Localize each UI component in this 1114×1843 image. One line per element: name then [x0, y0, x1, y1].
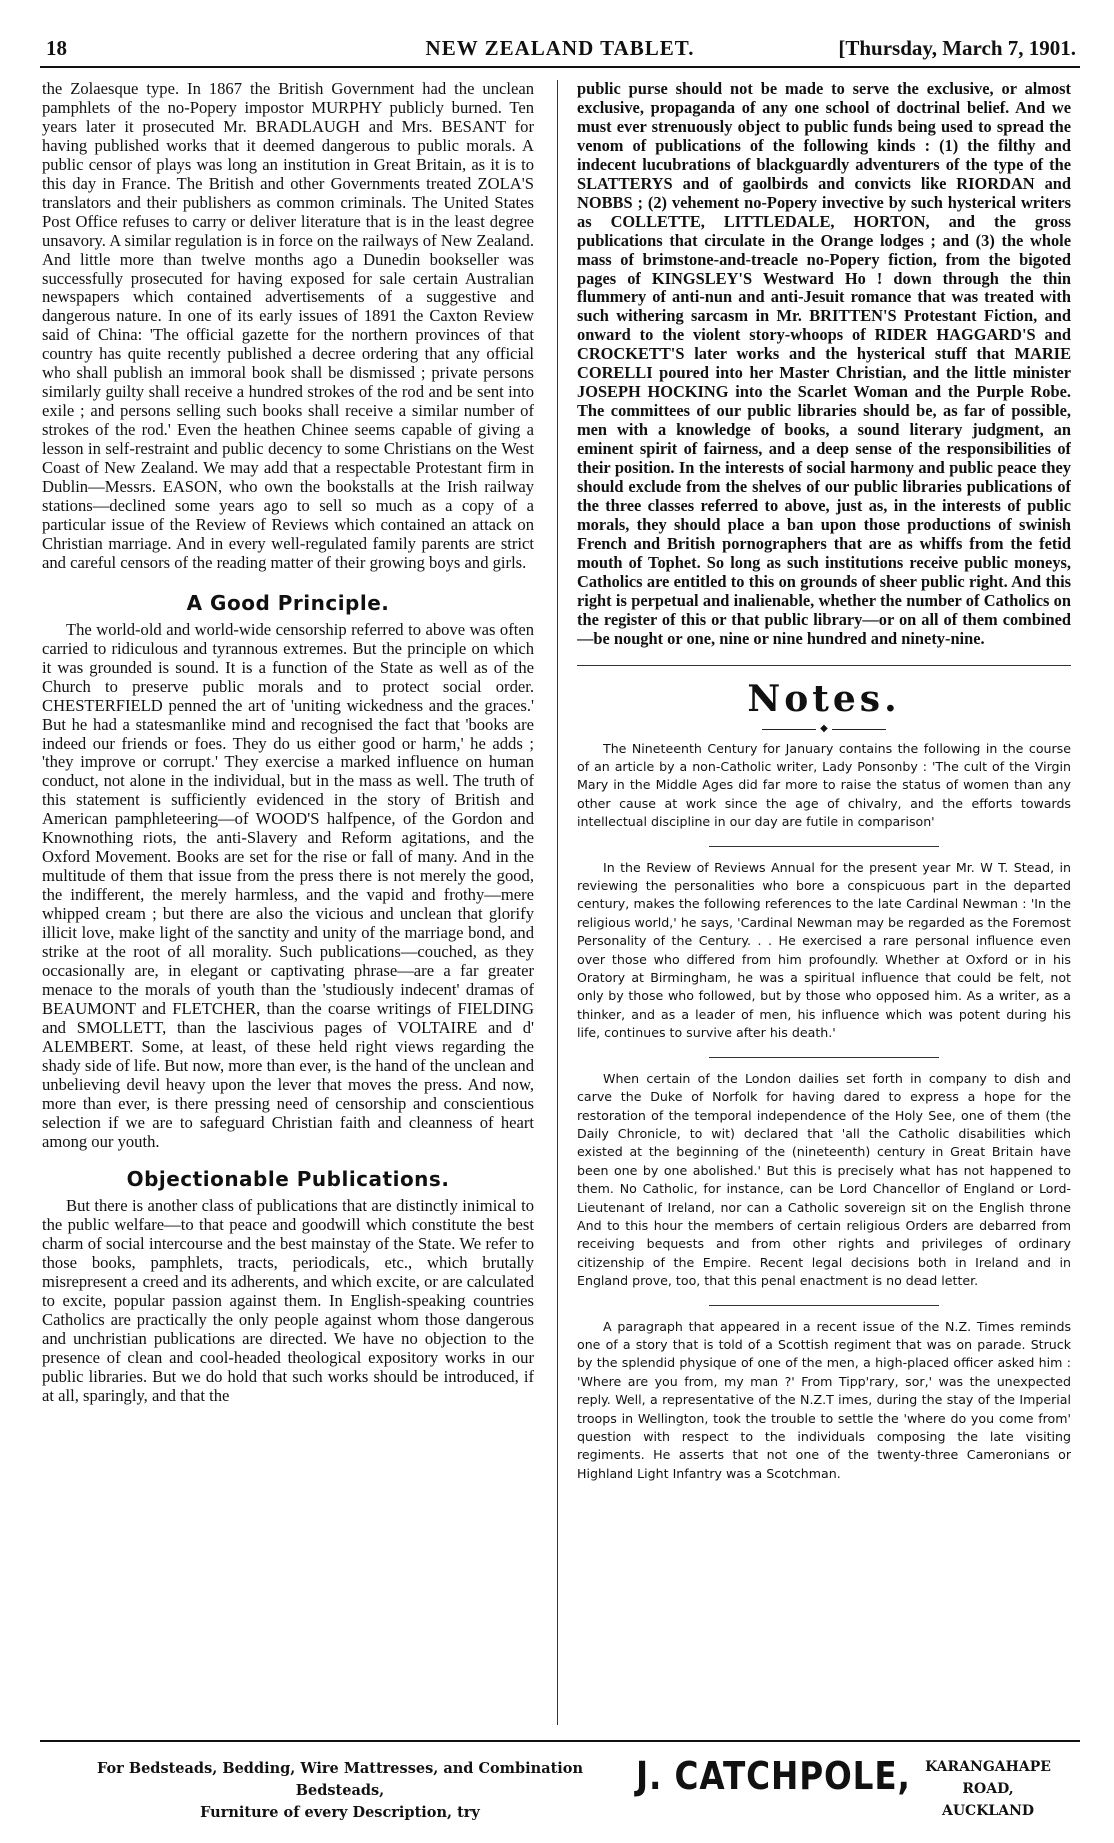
note-item: The Nineteenth Century for January contains the following in the course of an article by a non-Catholic writer, Lady Ponsonby : 'The cult of the Virgin Mary in the Middle Ages did far more to raise the status of women than any other cause at work since the age of chivalry, and the efforts towards intellectual discipline in our day are futile in comparison'	[577, 740, 1071, 830]
advertiser-name: J. CATCHPOLE,	[636, 1754, 911, 1798]
article-paragraph: But there is another class of publications that are distinctly inimical to the public welfare—to that peace and goodwill which constitute the best charm of social intercourse and the best mainstay of the State. We refer to those books, pamphlets, tracts, periodicals, etc., which brutally misrepresent a creed and its adherents, and which excite, or are calculated to excite, popular passion against them. In English-speaking countries Catholics are practically the only people against whom those dangerous and unchristian publications are directed. We have no objection to the presence of clean and cool-headed theological expository works in our public libraries. But we do hold that such works should be introduced, if at all, sparingly, and that the	[42, 1196, 534, 1405]
note-separator	[709, 846, 939, 847]
diamond-ornament-icon: ◆	[577, 724, 1071, 734]
note-separator	[709, 1057, 939, 1058]
notes-heading: Notes.	[747, 677, 901, 720]
footer-advertisement	[40, 1750, 1080, 1830]
note-item: When certain of the London dailies set forth in company to dish and carve the Duke of Norfolk for having dared to express a hope for the restoration of the temporal independence of the Holy See, one of them (the Daily Chronicle, to wit) declared that 'all the Catholic disabilities which existed at the beginning of the (nineteenth) century in Great Britain have been one by one abolished.' But this is precisely what has not happened to them. No Catholic, for instance, can be Lord Chancellor of England or Lord-Lieutenant of Ireland, nor can a Catholic sovereign sit on the English throne And to this hour the members of certain religious Orders are debarred from receiving bequests and from other rights and privileges of ordinary citizenship of the Empire. Recent legal decisions both in Ireland and in England prove, too, that this penal enactment is no dead letter.	[577, 1070, 1071, 1289]
page-number: 18	[46, 36, 67, 60]
issue-date: [Thursday, March 7, 1901.	[838, 36, 1076, 60]
note-item: A paragraph that appeared in a recent issue of the N.Z. Times reminds one of a story that is told of a Scottish regiment that was on parade. Struck by the splendid physique of one of the men, a high-placed officer asked him : 'Where are you from, my man ?' From Tipp'rary, sor,' was the unexpected reply. Well, a representative of the N.Z.T imes, during the stay of the Imperial troops in Wellington, took the trouble to settle the 'where do you come from' question with respect to the individuals composing the late visiting regiments. He asserts that not one of the twenty-three Cameronians or Highland Light Infantry was a Scotchman.	[577, 1318, 1071, 1481]
note-item: In the Review of Reviews Annual for the present year Mr. W T. Stead, in reviewing the personalities who bore a conspicuous part in the departed century, makes the following references to the late Cardinal Newman : 'In the religious world,' he says, 'Cardinal Newman may be regarded as the Foremost Personality of the Century. . . He exercised a rare personal influence even over those who differed from him profoundly. Whether at Oxford or in his Oratory at Birmingham, he was a spiritual influence that could be felt, not only by those who followed, but by those who opposed him. As a writer, as a thinker, and as a leader of men, his influence which was potent during his life, continues to survive after his death.'	[577, 859, 1071, 1041]
article-paragraph: public purse should not be made to serve the exclusive, or almost exclusive, propaganda of any one school of doctrinal belief. And we must ever strenuously object to public funds being used to spread the venom of publications of the following kinds : (1) the filthy and indecent lucubrations of blackguardly adventurers of the type of the SLATTERYS and of gaolbirds and convicts like RIORDAN and NOBBS ; (2) vehement no-Popery invective by such hysterical writers as COLLETTE, LITTLEDALE, HORTON, and the gross publications that circulate in the Orange lodges ; and (3) the whole mass of brimstone-and-treacle no-Popery fiction, from the bigoted pages of KINGSLEY'S Westward Ho ! down through the thin flummery of anti-nun and anti-Jesuit romance that was treated with such withering sarcasm in Mr. BRITTEN'S Protestant Fiction, and onward to the violent story-whoops of RIDER HAGGARD'S and CROCKETT'S later works and the hysterical stuff that MARIE CORELLI poured into her Master Christian, and the little minister JOSEPH HOCKING into the Scarlet Woman and the Purple Robe. The committees of our public libraries should be, as far of possible, men with a knowledge of books, a sound literary judgment, an eminent spirit of fairness, and a deep sense of the responsibilities of their position. In the interests of social harmony and public peace they should exclude from the shelves of our public libraries publications of the three classes referred to above, just as, in the interests of public morals, they should place a ban upon those productions of swinish French and British pornographers that are as whiffs from the fetid mouth of Tophet. So long as such institutions receive public moneys, Catholics are entitled to this on grounds of sheer public right. And this right is perpetual and inalienable, whether the number of Catholics on the register of this or that public library—or on all of them combined—be nought or one, nine or nine hundred and ninety-nine.	[577, 80, 1071, 648]
newspaper-title: NEW ZEALAND TABLET.	[425, 36, 695, 60]
section-heading-objectionable-publications: Objectionable Publications.	[126, 1167, 450, 1192]
article-paragraph: the Zolaesque type. In 1867 the British Government had the unclean pamphlets of the no-Popery impostor MURPHY publicly burned. Ten years later it prosecuted Mr. BRADLAUGH and Mrs. BESANT for having published works that it deemed dangerous to public morals. A public censor of plays was long an institution in Great Britain, as it is to this day in France. The British and other Governments treated ZOLA'S translators and their publishers as common criminals. The United States Post Office refuses to carry or deliver literature that is in the least degree unsavory. A similar regulation is in force on the railways of New Zealand. And little more than twelve months ago a Dunedin bookseller was successfully prosecuted for having exposed for sale certain Australian newspapers which contained advertisements of a suggestive and dangerous nature. In one of its early issues of 1891 the Caxton Review said of China: 'The official gazette for the northern provinces of that country has quite recently published a decree ordering that any official who shall publish an immoral book shall be dismissed ; private persons similarly guilty shall receive a hundred strokes of the rod and be sent into exile ; and persons selling such books shall receive a similar number of strokes of the rod.' Even the heathen Chinee seems capable of giving a lesson in self-restraint and public decency to some Christians on the West Coast of New Zealand. We may add that a respectable Protestant firm in Dublin—Messrs. EASON, who own the bookstalls at the Irish railway stations—declined some years ago to sell so much as a copy of a particular issue of the Review of Reviews which contained an attack on Christian marriage. And in every well-regulated family parents are strict and careful censors of the reading matter of their growing boys and girls.	[42, 80, 534, 572]
address-line: AUCKLAND	[941, 1803, 1035, 1819]
advertiser-address	[898, 1756, 1078, 1822]
right-column	[577, 80, 1071, 1725]
footer-rule	[40, 1740, 1080, 1742]
section-heading-good-principle: A Good Principle.	[186, 590, 390, 615]
address-line: KARANGAHAPE ROAD,	[925, 1759, 1051, 1797]
note-separator	[709, 1305, 939, 1306]
ad-description	[60, 1758, 620, 1824]
notes-top-rule	[577, 665, 1071, 666]
article-paragraph: The world-old and world-wide censorship referred to above was often carried to ridiculous and tyrannous extremes. But the principle on which it was grounded is sound. It is a function of the State as well as of the Church to preserve public morals and to protect social order. CHESTERFIELD penned the art of 'uniting wickedness and the graces.' But he had a statesmanlike mind and recognised the fact that 'books are indeed our friends or foes. They do us either good or harm,' he adds ; 'they improve or corrupt.' They exercise a marked influence on human conduct, not alone in the individual, but in the mass as well. The truth of this statement is sufficiently evidenced in the story of British and American pamphleteering—of WOOD'S halfpence, of the Gordon and Knownothing riots, the anti-Slavery and Reform agitations, and the Oxford Movement. Books are set for the rise or fall of many. And in the multitude of them that issue from the press there is not merely the good, the indifferent, the merely harmless, and the vapid and frothy—mere whipped cream ; but there are also the vicious and unclean that glorify illicit love, make light of the sanctity and unity of the marriage bond, and strike at the root of all morality. Such publications—couched, as they occasionally are, in elegant or captivating phrase—are a far greater menace to the morals of youth than the 'studiously indecent' dramas of BEAUMONT and FLETCHER, than the coarse writings of FIELDING and SMOLLETT, than the lascivious pages of VOLTAIRE and d' ALEMBERT. Some, at least, of these held right views regarding the shady side of life. But now, more than ever, is the hand of the unclean and unbelieving devil heavy upon the lever that moves the press. And now, more than ever, is there pressing need of censorship and conscientious selection if we are to safeguard Christian faith and cleanness of heart among our youth.	[42, 619, 534, 1151]
ad-line: Furniture of every Description, try	[200, 1804, 480, 1821]
ad-line: For Bedsteads, Bedding, Wire Mattresses, and Combination Bedsteads,	[96, 1760, 584, 1799]
left-column	[42, 80, 534, 1725]
column-divider	[557, 80, 558, 1725]
masthead	[40, 30, 1080, 68]
